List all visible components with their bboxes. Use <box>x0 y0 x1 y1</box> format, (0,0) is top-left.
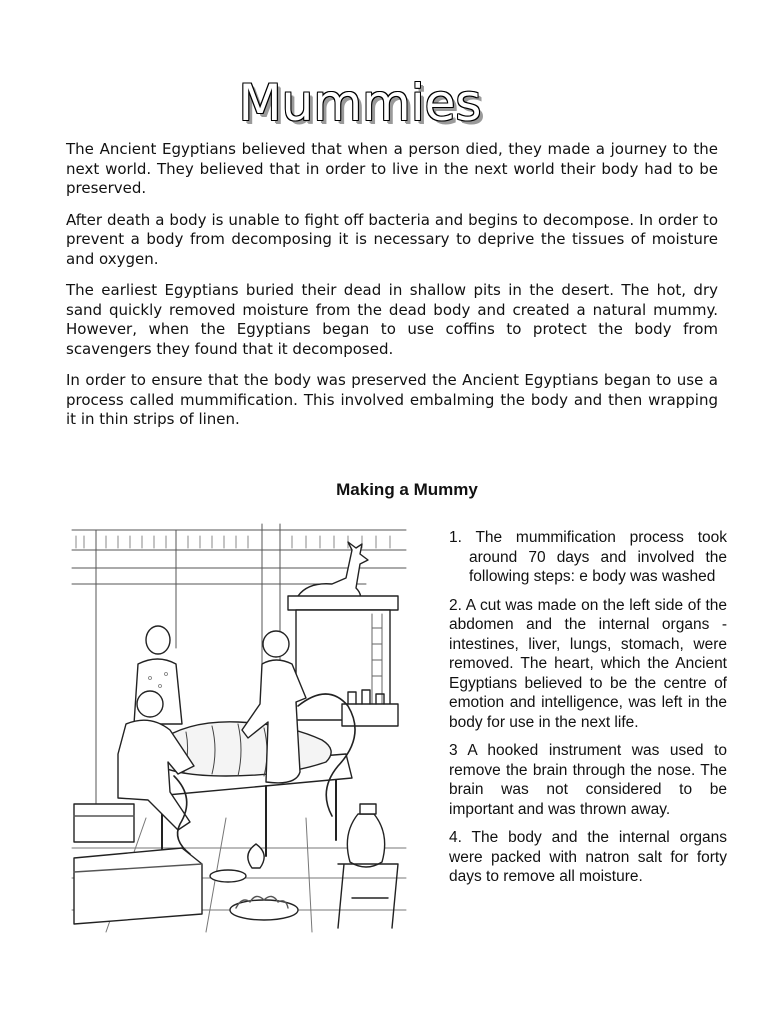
step-item: 3 A hooked instrument was used to remove the brain through the nose. The brain was not considered to be important and was thrown away. <box>449 742 727 818</box>
mummification-illustration <box>66 518 412 934</box>
intro-paragraph: In order to ensure that the body was preserved the Ancient Egyptians began to use a process called mummification. This involved embalming the body and then wrapping it in thin strips of linen. <box>66 371 718 428</box>
intro-paragraph: The earliest Egyptians buried their dead in shallow pits in the desert. The hot, dry sand quickly removed moisture from the dead body and created a natural mummy. However, when the Egyptians began to use coffins to protect the body from scavengers they found that it decomposed. <box>66 281 718 358</box>
step-item: 2. A cut was made on the left side of the abdomen and the internal organs - intestines, liver, lungs, stomach, were removed. The heart, which the Ancient Egyptians believed to be the centre of emotion and intelligence, was left in the body for use in the next life. <box>449 596 727 731</box>
intro-paragraph: After death a body is unable to fight off bacteria and begins to decompose. In order to prevent a body from decomposing it is necessary to deprive the tissues of moisture and oxygen. <box>66 210 718 268</box>
intro-paragraph: The Ancient Egyptians believed that when a person died, they made a journey to the next world. They believed that in order to live in the next world their body had to be preserved. <box>66 140 718 197</box>
mummification-steps <box>449 528 727 896</box>
page-title: Mummies <box>238 74 482 132</box>
section-heading: Making a Mummy <box>336 480 478 499</box>
intro-text <box>66 140 718 442</box>
step-item: 1. The mummification process took around 70 days and involved the following steps: e body was washed <box>449 529 727 585</box>
step-item: 4. The body and the internal organs were packed with natron salt for forty days to remove all moisture. <box>449 829 727 885</box>
